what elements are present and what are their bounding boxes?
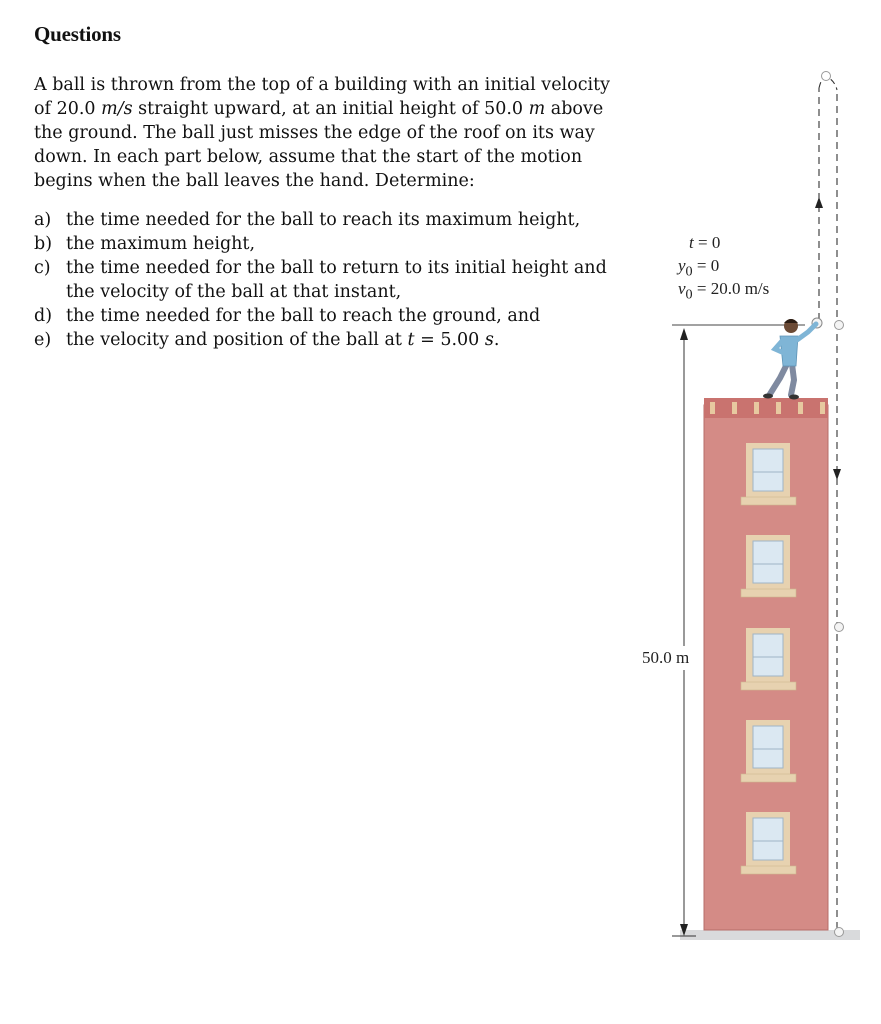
part-letter: e)	[34, 330, 52, 350]
page-title: Questions	[34, 22, 121, 46]
roof-block	[798, 402, 803, 414]
part-letter: b)	[34, 234, 53, 254]
building-roof	[704, 398, 828, 418]
question-list	[34, 208, 634, 352]
ground	[680, 930, 860, 940]
initial-position-label: $y_0 = 0$	[678, 256, 720, 280]
problem-text-2: straight upward, at an initial height of 50.0	[132, 99, 529, 119]
time-equals: = 5.00	[414, 330, 485, 350]
roof-block	[710, 402, 715, 414]
question-part-b	[34, 232, 634, 256]
trajectory-down-arrowhead	[833, 469, 841, 480]
velocity-unit: m/s	[101, 99, 133, 119]
figure-svg	[620, 60, 881, 980]
problem-text-1: A ball is thrown from the top of a building with an initial velocity of 20.0	[34, 75, 611, 119]
initial-velocity-label: $v_0 = 20.0$ m/s	[678, 279, 770, 303]
part-letter: a)	[34, 210, 52, 230]
initial-time-label: t = 0	[689, 233, 721, 252]
building-figure	[620, 60, 881, 980]
part-letter: d)	[34, 306, 53, 326]
time-unit: s	[484, 330, 494, 350]
part-end: .	[493, 330, 500, 350]
part-text: the time needed for the ball to return to its initial height and the velocity of the ball at that instant,	[66, 258, 607, 302]
window	[741, 443, 796, 505]
window	[741, 812, 796, 874]
window	[741, 628, 796, 690]
question-part-a	[34, 208, 634, 232]
up-arrowhead	[680, 328, 688, 340]
roof-block	[776, 402, 781, 414]
problem-statement	[34, 73, 624, 193]
problem-text-3: above the ground. The ball just misses the edge of the roof on its way down. In each part below, assume that the start of the motion begins when the ball leaves the hand. Determine:	[34, 99, 604, 191]
question-part-c	[34, 256, 634, 304]
roof-block	[820, 402, 825, 414]
roof-block	[754, 402, 759, 414]
question-part-e	[34, 328, 634, 352]
ball-passing-roof	[835, 321, 844, 330]
part-text: the maximum height,	[66, 234, 256, 254]
trajectory-up-arrowhead	[815, 197, 823, 208]
height-unit: m	[528, 99, 546, 119]
part-text: the time needed for the ball to reach its maximum height,	[66, 210, 581, 230]
roof-block	[732, 402, 737, 414]
building-height-label: 50.0 m	[640, 646, 691, 670]
thrower-figure	[763, 319, 816, 400]
part-text: the time needed for the ball to reach the ground, and	[66, 306, 541, 326]
part-letter: c)	[34, 258, 51, 278]
part-text: the velocity and position of the ball at	[66, 330, 408, 350]
ball-ground	[835, 928, 844, 937]
time-variable: t	[407, 330, 415, 350]
question-part-d	[34, 304, 634, 328]
ball-apex	[822, 72, 831, 81]
window	[741, 535, 796, 597]
ball-falling	[835, 623, 844, 632]
window	[741, 720, 796, 782]
